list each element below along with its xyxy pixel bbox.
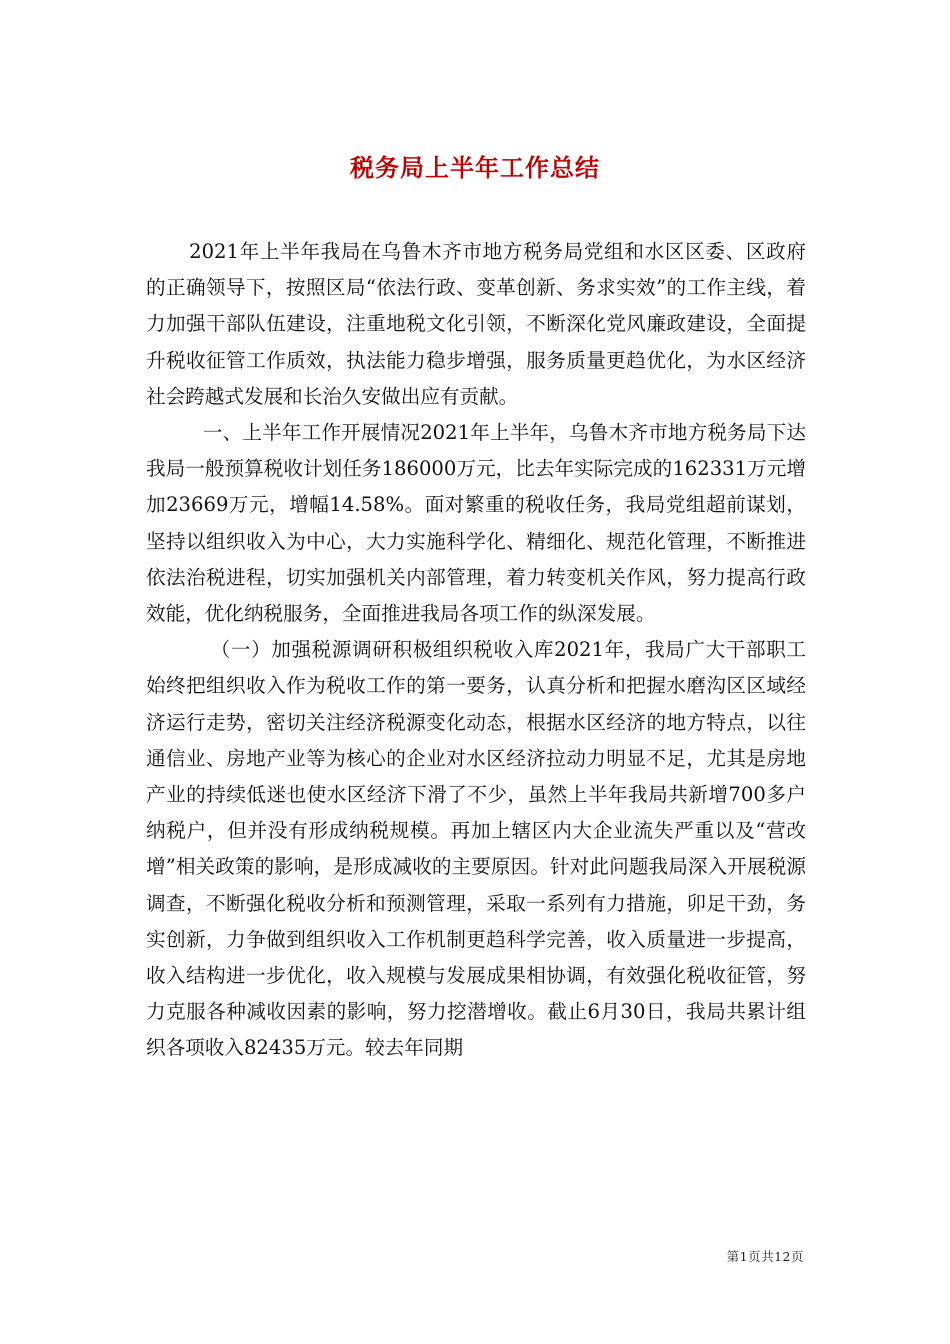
page-number-footer: 第1页共12页 bbox=[726, 1249, 804, 1264]
paragraph-subsection-one: （一）加强税源调研积极组织税收入库2021年，我局广大干部职工始终把组织收入作为税收工作的第一要务，认真分析和把握水磨沟区区域经济运行走势，密切关注经济税源变化动态，根据水区经济的地方特点，以往通信业、房地产业等为核心的企业对水区经济拉动力明显不足，尤其是房地产业的持续低迷也使水区经济下滑了不少，虽然上半年我局共新增700多户纳税户，但并没有形成纳税规模。再加上辖区内大企业流失严重以及“营改增”相关政策的影响，是形成减收的主要原因。针对此问题我局深入开展税源调查，不断强化税收分析和预测管理，采取一系列有力措施，卯足干劲，务实创新，力争做到组织收入工作机制更趋科学完善，收入质量进一步提高，收入结构进一步优化，收入规模与发展成果相协调，有效强化税收征管，努力克服各种减收因素的影响，努力挖潜增收。截止6月30日，我局共累计组织各项收入82435万元。较去年同期 bbox=[146, 638, 806, 1060]
document-body bbox=[146, 234, 806, 1067]
document-title: 税务局上半年工作总结 bbox=[350, 153, 600, 183]
paragraph-intro: 2021年上半年我局在乌鲁木齐市地方税务局党组和水区区委、区政府的正确领导下，按照区局“依法行政、变革创新、务求实效”的工作主线，着力加强干部队伍建设，注重地税文化引领，不断深化党风廉政建设，全面提升税收征管工作质效，执法能力稳步增强，服务质量更趋优化，为水区经济社会跨越式发展和长治久安做出应有贡献。 bbox=[146, 240, 806, 408]
paragraph-section-one: 一、上半年工作开展情况2021年上半年，乌鲁木齐市地方税务局下达我局一般预算税收计划任务186000万元，比去年实际完成的162331万元增加23669万元，增幅14.58%。面对繁重的税收任务，我局党组超前谋划，坚持以组织收入为中心，大力实施科学化、精细化、规范化管理，不断推进依法治税进程，切实加强机关内部管理，着力转变机关作风，努力提高行政效能，优化纳税服务，全面推进我局各项工作的纵深发展。 bbox=[146, 421, 806, 626]
